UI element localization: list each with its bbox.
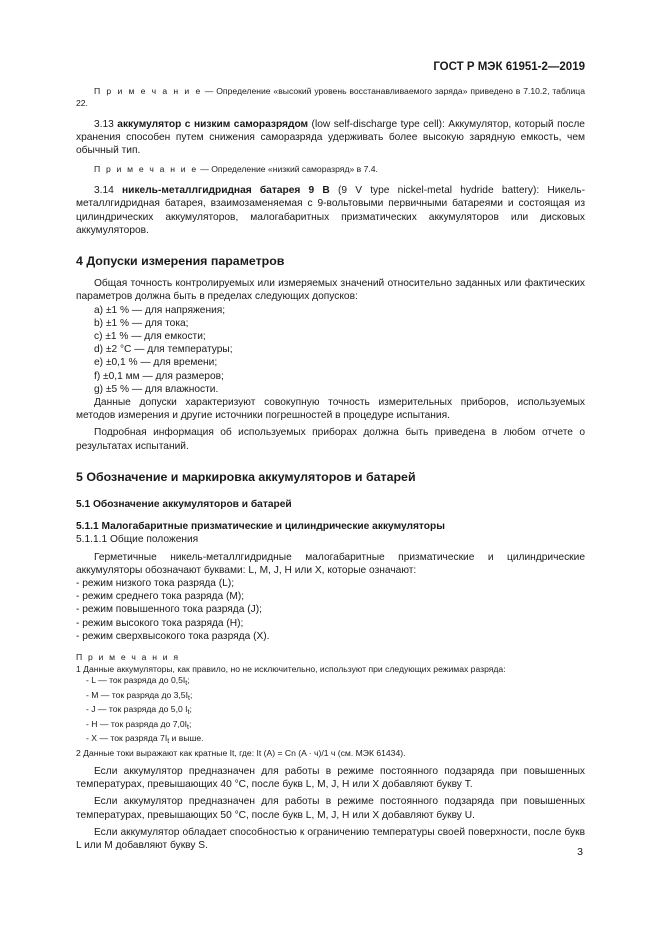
para-letter-t: Если аккумулятор предназначен для работы в режиме постоянного подзаряда при повышенных температурах, превышающих 40 °C, после букв L, M, J, H или X добавляют букву T. xyxy=(76,766,585,791)
section-5-1-title: 5.1 Обозначение аккумуляторов и батарей xyxy=(76,498,292,510)
section-5-1-1-title: 5.1.1 Малогабаритные призматические и цилиндрические аккумуляторы xyxy=(76,521,445,533)
notes-title: П р и м е ч а н и я xyxy=(76,652,180,662)
term-3-14 xyxy=(76,184,585,237)
page-content xyxy=(76,86,585,852)
section-4-title: 4 Допуски измерения параметров xyxy=(76,253,285,268)
tolerance-item: d) ±2 °C — для температуры; xyxy=(94,344,233,356)
para-letter-s: Если аккумулятор обладает способностью к ограничению температуры своей поверхности, после букв L или M добавляют букву S. xyxy=(76,826,585,852)
current-item: - H — ток разряда до $7,0I_t$; xyxy=(86,718,192,731)
note-prefix: П р и м е ч а н и е xyxy=(94,86,202,96)
section-5-1-1-1-title: 5.1.1.1 Общие положения xyxy=(76,534,199,546)
tolerance-list xyxy=(76,304,585,396)
tolerance-item: e) ±0,1 % — для времени; xyxy=(94,357,218,369)
term-3-13 xyxy=(76,118,585,158)
note-low-discharge xyxy=(76,164,585,176)
note-text: — Определение «высокий уровень восстанавливаемого заряда» приведено в 7.10.2, таблица 22. xyxy=(76,86,585,108)
mode-item: - режим сверхвысокого тока разряда (X). xyxy=(76,630,270,642)
section-4-intro: Общая точность контролируемых или измеряемых значений относительно заданных или фактических параметров должна быть в пределах следующих допусков: xyxy=(76,278,585,303)
current-item: - M — ток разряда до $3,5I_t$; xyxy=(86,689,193,702)
notes-block xyxy=(76,652,585,759)
current-item: - J — ток разряда до 5,0 $I_t$; xyxy=(86,704,192,716)
term-name: никель-металлгидридная батарея 9 В xyxy=(122,185,330,197)
note-high-charge xyxy=(76,86,585,109)
tolerance-item: b) ±1 % — для тока; xyxy=(94,317,189,329)
tolerance-item: a) ±1 % — для напряжения; xyxy=(94,304,226,316)
section-4-para3: Подробная информация об используемых приборах должна быть приведена в любом отчете о результатах испытаний. xyxy=(76,427,585,452)
current-item: - L — ток разряда до $0,5I_t$; xyxy=(86,675,190,687)
note-1: 1 Данные аккумуляторы, как правило, но не исключительно, используют при следующих режимах разряда: xyxy=(76,663,506,674)
note-prefix: П р и м е ч а н и е xyxy=(94,163,198,174)
term-number: 3.13 xyxy=(94,119,118,130)
section-4-para2: Данные допуски характеризуют совокупную точность измерительных приборов, используемых методов измерения и другие источники погрешностей в процедуре испытания. xyxy=(76,396,585,422)
current-item: - X — ток разряда $7I_t$ и выше. xyxy=(86,733,204,745)
term-definition: (low self-discharge type cell): Аккумулятор, который после хранения способен путем снижения саморазряда удерживать более высокую зарядную емкость, чем обычный тип. xyxy=(76,119,585,157)
page-number: 3 xyxy=(577,846,583,858)
section-5-title: 5 Обозначение и маркировка аккумуляторов и батарей xyxy=(76,469,416,484)
section-5-para1: Герметичные никель-металлгидридные малогабаритные призматические и цилиндрические аккумуляторы обозначают буквами: L, M, J, H или X, которые означают: xyxy=(76,551,585,576)
term-name: аккумулятор с низким саморазрядом xyxy=(117,119,309,130)
mode-item: - режим среднего тока разряда (M); xyxy=(76,591,245,603)
tolerance-item: g) ±5 % — для влажности. xyxy=(94,383,219,395)
tolerance-item: f) ±0,1 мм — для размеров; xyxy=(94,370,224,382)
mode-item: - режим низкого тока разряда (L); xyxy=(76,577,235,589)
term-number: 3.14 xyxy=(94,185,123,197)
note-2: 2 Данные токи выражают как кратные It, где: It (A) = Cn (A · ч)/1 ч (см. МЭК 61434). xyxy=(76,747,406,758)
term-definition: (9 V type nickel-metal hydride battery): Никель-металлгидридная батарея, взаимозаменяемая с 9-вольтовыми первичными батареями и состоящая из цилиндрических аккумуляторов, малогабаритных призматических аккумуляторов или дисковых аккумуляторов. xyxy=(76,185,585,236)
discharge-mode-list xyxy=(76,577,585,643)
note-text: — Определение «низкий саморазряд» в 7.4. xyxy=(197,163,378,174)
mode-item: - режим высокого тока разряда (H); xyxy=(76,617,244,629)
tolerance-item: c) ±1 % — для емкости; xyxy=(94,330,206,342)
mode-item: - режим повышенного тока разряда (J); xyxy=(76,604,262,616)
document-header: ГОСТ Р МЭК 61951-2—2019 xyxy=(433,61,585,73)
para-letter-u: Если аккумулятор предназначен для работы в режиме постоянного подзаряда при повышенных температурах, превышающих 50 °C, после букв L, M, J, H или X добавляют букву U. xyxy=(76,796,585,821)
